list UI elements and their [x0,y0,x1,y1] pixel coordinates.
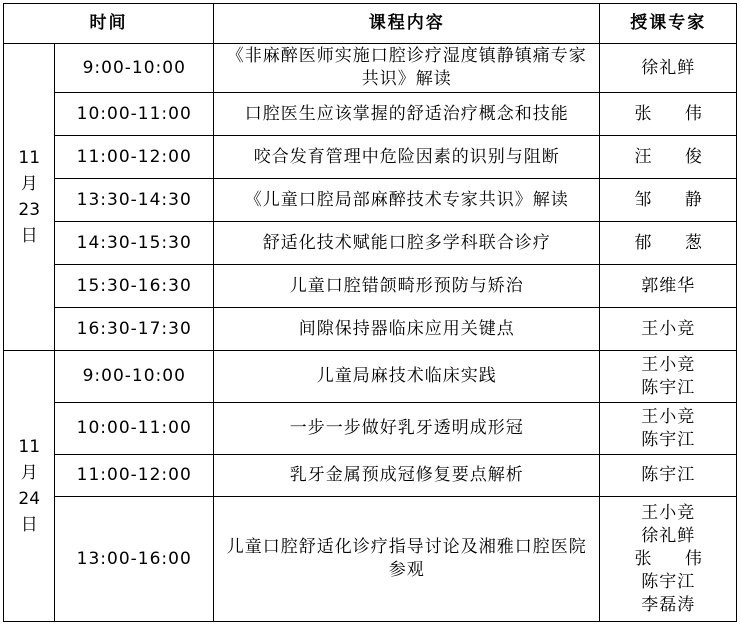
table-row [4,455,737,497]
date-cell-day1 [4,44,55,351]
course-cell: 《非麻醉医师实施口腔诊疗湿度镇静镇痛专家共识》解读 [214,44,600,93]
expert-cell [600,455,737,497]
course-cell: 儿童局麻技术临床实践 [214,351,600,403]
date-day: 24 [18,489,41,509]
time-cell: 10:00-11:00 [55,93,214,136]
header-expert: 授课专家 [600,4,737,44]
course-cell: 间隙保持器临床应用关键点 [214,308,600,351]
course-cell: 一步一步做好乳牙透明成形冠 [214,403,600,455]
table-row [4,136,737,179]
time-cell: 10:00-11:00 [55,403,214,455]
expert-name: 汪 俊 [634,146,716,167]
expert-name: 郭维华 [641,275,696,296]
expert-name: 陈宇江 [641,429,696,450]
schedule-table [3,3,737,622]
expert-name: 陈宇江 [641,465,696,485]
expert-cell [600,136,737,179]
time-cell: 14:30-15:30 [55,222,214,265]
table-row [4,497,737,622]
date-month: 11 [18,148,41,168]
course-cell: 口腔医生应该掌握的舒适治疗概念和技能 [214,93,600,136]
time-cell: 13:00-16:00 [55,497,214,622]
expert-name: 郁 葱 [634,232,716,253]
table-row [4,44,737,93]
course-cell: 乳牙金属预成冠修复要点解析 [214,455,600,497]
header-course: 课程内容 [214,4,600,44]
time-cell: 15:30-16:30 [55,265,214,308]
date-month-char: 月 [20,463,38,483]
table-row [4,308,737,351]
expert-name: 徐礼鲜 [641,57,696,78]
time-cell: 9:00-10:00 [55,44,214,93]
expert-name: 王小竞 [641,354,696,375]
expert-cell [600,222,737,265]
header-time: 时间 [4,4,214,44]
date-month: 11 [18,437,41,457]
expert-name: 邹 静 [634,189,716,210]
table-row [4,93,737,136]
time-cell: 11:00-12:00 [55,455,214,497]
table-row [4,222,737,265]
time-cell: 13:30-14:30 [55,179,214,222]
expert-name: 王小竞 [641,406,696,427]
date-day-char: 日 [20,226,38,246]
table-row [4,351,737,403]
expert-name: 王小竞 [641,502,696,523]
course-cell: 咬合发育管理中危险因素的识别与阻断 [214,136,600,179]
expert-name: 李磊涛 [641,594,696,615]
course-cell: 儿童口腔错颌畸形预防与矫治 [214,265,600,308]
table-row [4,403,737,455]
expert-cell [600,497,737,622]
course-cell: 《儿童口腔局部麻醉技术专家共识》解读 [214,179,600,222]
time-cell: 9:00-10:00 [55,351,214,403]
date-month-char: 月 [20,174,38,194]
expert-name: 陈宇江 [641,377,696,398]
table-row [4,265,737,308]
date-day: 23 [18,200,41,220]
expert-cell [600,308,737,351]
expert-cell [600,93,737,136]
course-cell: 儿童口腔舒适化诊疗指导讨论及湘雅口腔医院参观 [214,497,600,622]
date-cell-day2 [4,351,55,622]
expert-name: 徐礼鲜 [641,525,696,546]
expert-name: 张 伟 [634,103,716,124]
expert-cell [600,351,737,403]
expert-cell [600,44,737,93]
expert-cell [600,265,737,308]
expert-name: 陈宇江 [641,571,696,592]
date-day-char: 日 [20,515,38,535]
expert-name: 王小竞 [641,318,696,339]
expert-cell [600,403,737,455]
time-cell: 16:30-17:30 [55,308,214,351]
course-cell: 舒适化技术赋能口腔多学科联合诊疗 [214,222,600,265]
table-row [4,179,737,222]
header-row [4,4,737,44]
expert-name: 张 伟 [634,548,716,569]
expert-cell [600,179,737,222]
time-cell: 11:00-12:00 [55,136,214,179]
